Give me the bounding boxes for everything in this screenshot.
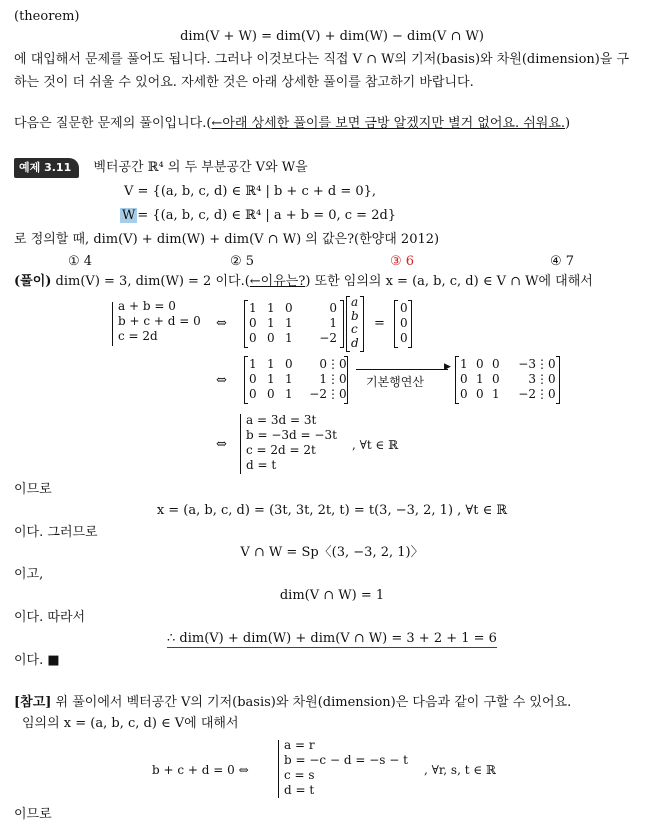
coefficient-matrix: 1 1 0 0 0 1 1 1 0 0 1 −2 (249, 301, 337, 345)
aug1-bracket-left (244, 356, 248, 404)
w-highlight: W (122, 208, 136, 223)
zero-bracket-right (408, 300, 412, 348)
system-eq-3: c = 2d (118, 329, 158, 343)
forall-t: , ∀t ∈ ℝ (352, 438, 399, 452)
vector-bracket-right (360, 296, 364, 352)
equals-sign: = (374, 316, 385, 331)
aug2-bracket-left (455, 356, 459, 404)
choice-1: ① 4 (68, 254, 93, 269)
param-brace (240, 414, 241, 474)
note-line (14, 694, 571, 712)
row-op-arrow (356, 361, 448, 370)
intro-line-3 (14, 115, 570, 133)
text-therefore-2: 이다. 그러므로 (14, 525, 98, 540)
zero-vector: 0 0 0 (400, 301, 408, 345)
intro-line-3-text: 다음은 질문한 문제의 풀이입니다.( (14, 116, 212, 131)
row-op-label: 기본행연산 (366, 375, 424, 389)
example-badge: 예제 3.11 (14, 158, 79, 178)
intro-line-1: 에 대입해서 문제를 풀어도 됩니다. 그러나 이것보다는 직접 V ∩ W의 기저(basis)와 차원(dimension)을 구 (14, 52, 630, 67)
system-equations (118, 299, 201, 344)
solution-text-b: ) 또한 임의의 x = (a, b, c, d) ∈ V ∩ W에 대해서 (305, 274, 593, 289)
final-answer-text: ∴ dim(V) + dim(W) + dim(V ∩ W) = 3 + 2 + 1 = 6 (167, 631, 497, 646)
span-expression: V ∩ W = Sp〈(3, −3, 2, 1)〉 (240, 545, 424, 560)
detail-link[interactable]: ←아래 상세한 풀이를 보면 금방 알겠지만 별거 없어요. 쉬워요. (211, 116, 566, 131)
augmented-matrix-1: 1 1 0 0⋮0 0 1 1 1⋮0 0 0 1 −2⋮0 (249, 357, 347, 401)
note-text: 위 풀이에서 벡터공간 V의 기저(basis)와 차원(dimension)은 다음과 같이 구할 수 있어요. (51, 695, 572, 710)
iff-symbol-3: ⇔ (216, 437, 227, 452)
example-statement (14, 158, 308, 178)
choice-2: ② 5 (230, 254, 255, 269)
matrix-bracket-left (244, 300, 248, 348)
text-thus: 이다. 따라서 (14, 610, 86, 625)
text-therefore-1: 이므로 (14, 482, 52, 497)
note-label: [참고] (14, 695, 52, 710)
aug2-bracket-right (556, 356, 560, 404)
intro-line-2: 하는 것이 더 쉬울 수 있어요. 자세한 것은 아래 상세한 풀이를 참고하기 바랍니다. (14, 75, 474, 90)
augmented-matrix-2: 1 0 0 −3⋮0 0 1 0 3⋮0 0 0 1 −2⋮0 (460, 357, 556, 401)
param-solution: a = 3d = 3t b = −3d = −3t c = 2d = 2t d = t (246, 413, 337, 472)
system-eq-1: a + b = 0 (118, 299, 176, 313)
system-eq-2: b + c + d = 0 (118, 314, 201, 328)
theorem-label: (theorem) (14, 9, 80, 24)
zero-bracket-left (394, 300, 398, 348)
text-and: 이고, (14, 567, 44, 582)
v-definition: V = {(a, b, c, d) ∈ ℝ⁴ | b + c + d = 0}, (124, 184, 377, 199)
w-definition (120, 207, 396, 225)
note-forall: , ∀r, s, t ∈ ℝ (424, 763, 497, 777)
note-brace (278, 740, 279, 798)
choice-3: ③ 6 (390, 254, 415, 269)
note-line-2: 임의의 x = (a, b, c, d) ∈ V에 대해서 (22, 716, 239, 731)
vector-bracket-left (346, 296, 350, 352)
note-system: a = r b = −c − d = −s − t c = s d = t (284, 738, 408, 797)
x-expression: x = (a, b, c, d) = (3t, 3t, 2t, t) = t(3, −3, 2, 1) , ∀t ∈ ℝ (156, 503, 508, 518)
matrix-bracket-right (340, 300, 344, 348)
dim-intersection: dim(V ∩ W) = 1 (279, 588, 385, 603)
intro-line-3-end: ) (565, 116, 571, 131)
reason-link[interactable]: ←이유는? (249, 274, 306, 289)
unknown-vector: a b c d (351, 295, 359, 350)
arrow-head-icon: ▶ (444, 362, 451, 372)
choice-4: ④ 7 (550, 254, 575, 269)
iff-symbol-2: ⇔ (216, 373, 227, 388)
system-brace (112, 302, 113, 346)
note-lhs: b + c + d = 0 ⇔ (152, 763, 249, 777)
solution-line (14, 273, 593, 291)
question: 로 정의할 때, dim(V) + dim(W) + dim(V ∩ W) 의 값은?(한양대 2012) (14, 232, 440, 247)
solution-label: (풀이) (14, 274, 52, 289)
note-last: 이므로 (14, 807, 52, 822)
final-answer (0, 630, 664, 648)
theorem-formula: dim(V + W) = dim(V) + dim(W) − dim(V ∩ W) (180, 29, 484, 44)
solution-text-a: dim(V) = 3, dim(W) = 2 이다.( (51, 274, 250, 289)
end-mark: 이다. ■ (14, 653, 60, 668)
example-text: 벡터공간 ℝ⁴ 의 두 부분공간 V와 W을 (93, 160, 308, 175)
iff-symbol-1: ⇔ (216, 316, 227, 331)
w-definition-text: = {(a, b, c, d) ∈ ℝ⁴ | a + b = 0, c = 2d} (137, 208, 397, 223)
